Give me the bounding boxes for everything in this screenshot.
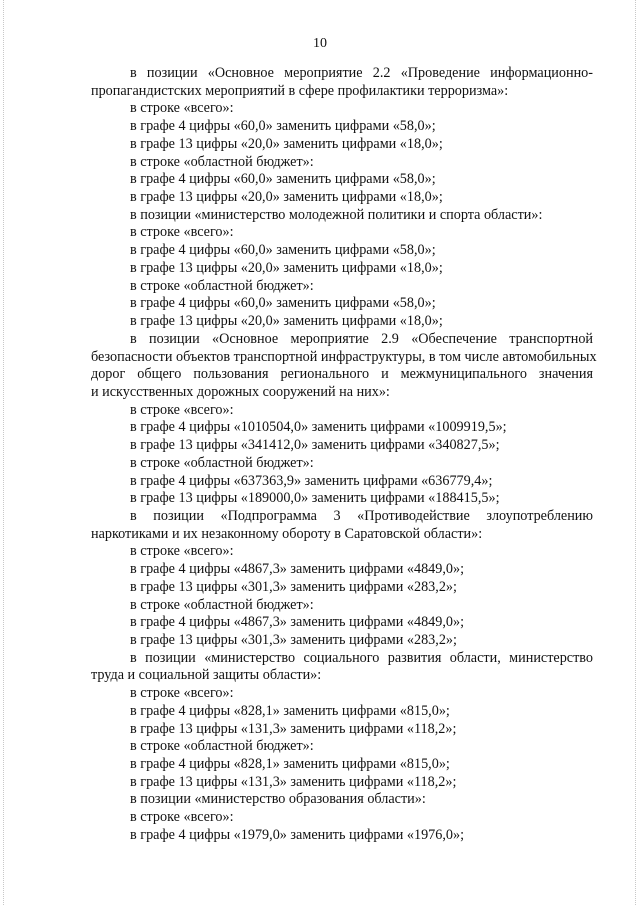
text-line: в позиции «министерство социального развития области, министерство [130,649,593,666]
text-line: в графе 13 цифры «20,0» заменить цифрами «18,0»; [130,135,443,152]
text-line: в строке «областной бюджет»: [130,454,314,471]
text-line: в графе 13 цифры «131,3» заменить цифрами «118,2»; [130,773,457,790]
text-line: в строке «областной бюджет»: [130,277,314,294]
text-line: в строке «всего»: [130,543,234,560]
text-line: в графе 4 цифры «60,0» заменить цифрами «58,0»; [130,242,436,259]
left-edge-dots [3,0,5,905]
text-line: в графе 13 цифры «189000,0» заменить цифрами «188415,5»; [130,490,500,507]
text-line: в строке «областной бюджет»: [130,596,314,613]
text-line: в графе 4 цифры «828,1» заменить цифрами «815,0»; [130,756,450,773]
text-line: пропагандистских мероприятий в сфере профилактики терроризма»: [91,82,509,99]
page-number: 10 [313,36,327,51]
text-line: в строке «областной бюджет»: [130,153,314,170]
text-line: в графе 4 цифры «60,0» заменить цифрами «58,0»; [130,118,436,135]
text-line: в графе 4 цифры «1979,0» заменить цифрами «1976,0»; [130,826,465,843]
text-line: в графе 13 цифры «20,0» заменить цифрами «18,0»; [130,259,443,276]
text-line: в графе 4 цифры «637363,9» заменить цифрами «636779,4»; [130,472,493,489]
text-line: в строке «всего»: [130,401,234,418]
text-line: в позиции «министерство образования области»: [130,791,426,808]
text-line: в строке «областной бюджет»: [130,738,314,755]
text-line: в строке «всего»: [130,809,234,826]
text-line: в строке «всего»: [130,224,234,241]
text-line: в строке «всего»: [130,685,234,702]
text-line: наркотиками и их незаконному обороту в Саратовской области»: [91,525,483,542]
text-line: и искусственных дорожных сооружений на них»: [91,383,390,400]
text-line: безопасности объектов транспортной инфраструктуры, в том числе автомобильных [91,348,597,365]
text-line: в графе 13 цифры «20,0» заменить цифрами «18,0»; [130,189,443,206]
text-line: в графе 4 цифры «4867,3» заменить цифрами «4849,0»; [130,561,465,578]
text-line: дорог общего пользования регионального и межмуниципального значения [91,366,593,383]
text-line: в позиции «министерство молодежной политики и спорта области»: [130,206,543,223]
right-edge-dots [635,0,637,905]
text-line: в позиции «Основное мероприятие 2.2 «Проведение информационно- [130,65,593,81]
text-line: в графе 13 цифры «301,3» заменить цифрами «283,2»; [130,578,457,595]
amendment-text [91,65,597,845]
text-line: в графе 4 цифры «1010504,0» заменить цифрами «1009919,5»; [130,419,507,436]
text-line: в графе 13 цифры «20,0» заменить цифрами «18,0»; [130,313,443,330]
text-line: в позиции «Подпрограмма 3 «Противодействие злоупотреблению [130,507,593,524]
text-line: в графе 13 цифры «301,3» заменить цифрами «283,2»; [130,632,457,648]
text-line: в позиции «Основное мероприятие 2.9 «Обеспечение транспортной [130,330,593,347]
text-line: в графе 13 цифры «131,3» заменить цифрами «118,2»; [130,720,457,737]
text-line: в графе 13 цифры «341412,0» заменить цифрами «340827,5»; [130,437,500,454]
text-line: в графе 4 цифры «4867,3» заменить цифрами «4849,0»; [130,614,465,631]
text-line: в графе 4 цифры «60,0» заменить цифрами «58,0»; [130,171,436,188]
text-line: в графе 4 цифры «828,1» заменить цифрами «815,0»; [130,702,450,719]
text-line: труда и социальной защиты области»: [91,667,322,684]
text-line: в графе 4 цифры «60,0» заменить цифрами «58,0»; [130,295,436,312]
text-line: в строке «всего»: [130,100,234,117]
